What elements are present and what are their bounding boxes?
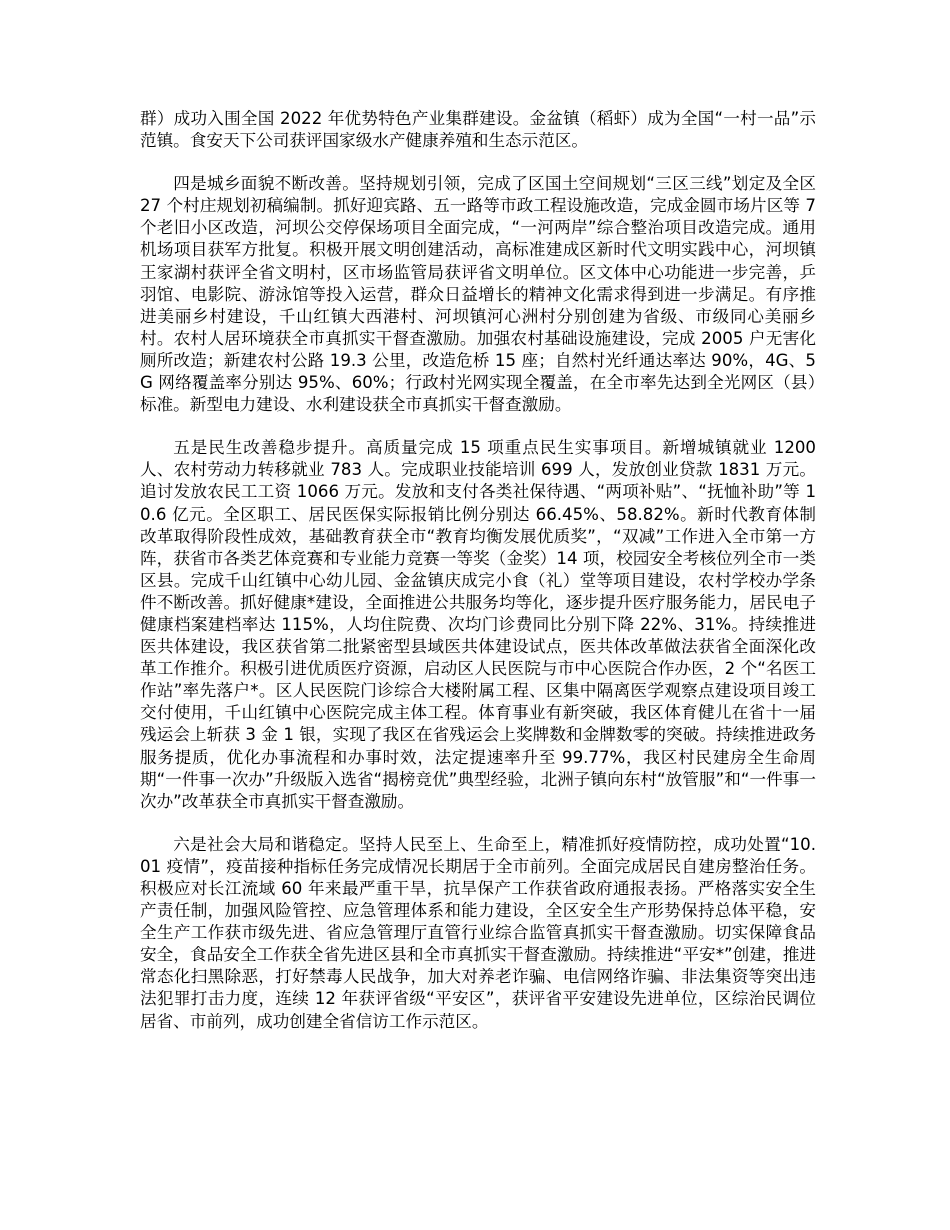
document-body [140,108,816,1054]
paragraph-social-stability: 六是社会大局和谐稳定。坚持人民至上、生命至上，精准抓好疫情防控，成功处置“10.01 疫情”，疫苗接种指标任务完成情况长期居于全市前列。全面完成居民自建房整治任务。积极应对长江流域 60 年来最严重干旱，抗旱保产工作获省政府通报表扬。严格落实安全生产责任制，加强风险管控、应急管理体系和能力建设，全区安全生产形势保持总体平稳，安全生产工作获市级先进、省应急管理厅直管行业综合监管真抓实干督查激励。切实保障食品安全，食品安全工作获全省先进区县和全市真抓实干督查激励。持续推进“平安*”创建，推进常态化扫黑除恶，打好禁毒人民战争，加大对养老诈骗、电信网络诈骗、非法集资等突出违法犯罪打击力度，连续 12 年获评省级“平安区”，获评省平安建设先进单位，区综治民调位居省、市前列，成功创建全省信访工作示范区。 [140,834,816,1031]
paragraph-continuation: 群）成功入围全国 2022 年优势特色产业集群建设。金盆镇（稻虾）成为全国“一村一品”示范镇。食安天下公司获评国家级水产健康养殖和生态示范区。 [140,109,816,151]
paragraph-urban-rural: 四是城乡面貌不断改善。坚持规划引领，完成了区国土空间规划“三区三线”划定及全区 27 个村庄规划初稿编制。抓好迎宾路、五一路等市政工程设施改造，完成金圆市场片区等 7 个老旧小区改造，河坝公交停保场项目全面完成，“一河两岸”综合整治项目改造完成。通用机场项目获军方批复。积极开展文明创建活动，高标准建成区新时代文明实践中心，河坝镇王家湖村获评全省文明村，区市场监管局获评省文明单位。区文体中心功能进一步完善，乒羽馆、电影院、游泳馆等投入运营，群众日益增长的精神文化需求得到进一步满足。有序推进美丽乡村建设，千山红镇大西港村、河坝镇河心洲村分别创建为省级、市级同心美丽乡村。农村人居环境获全市真抓实干督查激励。加强农村基础设施建设，完成 2005 户无害化厕所改造；新建农村公路 19.3 公里，改造危桥 15 座；自然村光纤通达率达 90%，4G、5G 网络覆盖率分别达 95%、60%；行政村光网实现全覆盖，在全市率先达到全光网区（县）标准。新型电力建设、水利建设获全市真抓实干督查激励。 [140,174,816,415]
paragraph-livelihood: 五是民生改善稳步提升。高质量完成 15 项重点民生实事项目。新增城镇就业 1200 人、农村劳动力转移就业 783 人。完成职业技能培训 699 人，发放创业贷款 1831 万元。追讨发放农民工工资 1066 万元。发放和支付各类社保待遇、“两项补贴”、“抚恤补助”等 10.6 亿元。全区职工、居民医保实际报销比例分别达 66.45%、58.82%。新时代教育体制改革取得阶段性成效，基础教育获全市“教育均衡发展优质奖”，“双减”工作进入全市第一方阵，获省市各类艺体竞赛和专业能力竞赛一等奖（金奖）14 项，校园安全考核位列全市一类区县。完成千山红镇中心幼儿园、金盆镇庆成完小食（礼）堂等项目建设，农村学校办学条件不断改善。抓好健康*建设，全面推进公共服务均等化，逐步提升医疗服务能力，居民电子健康档案建档率达 115%，人均住院费、次均门诊费同比分别下降 22%、31%。持续推进医共体建设，我区获省第二批紧密型县域医共体建设试点，医共体改革做法获省全面深化改革工作推介。积极引进优质医疗资源，启动区人民医院与市中心医院合作办医，2 个“名医工作站”率先落户*。区人民医院门诊综合大楼附属工程、区集中隔离医学观察点建设项目竣工交付使用，千山红镇中心医院完成主体工程。体育事业有新突破，我区体育健儿在省十一届残运会上斩获 3 金 1 银，实现了我区在省残运会上奖牌数和金牌数零的突破。持续推进政务服务提质，优化办事流程和办事时效，法定提速率升至 99.77%，我区村民建房全生命周期“一件事一次办”升级版入选省“揭榜竞优”典型经验，北洲子镇向东村“放管服”和“一件事一次办”改革获全市真抓实干督查激励。 [140,438,816,811]
